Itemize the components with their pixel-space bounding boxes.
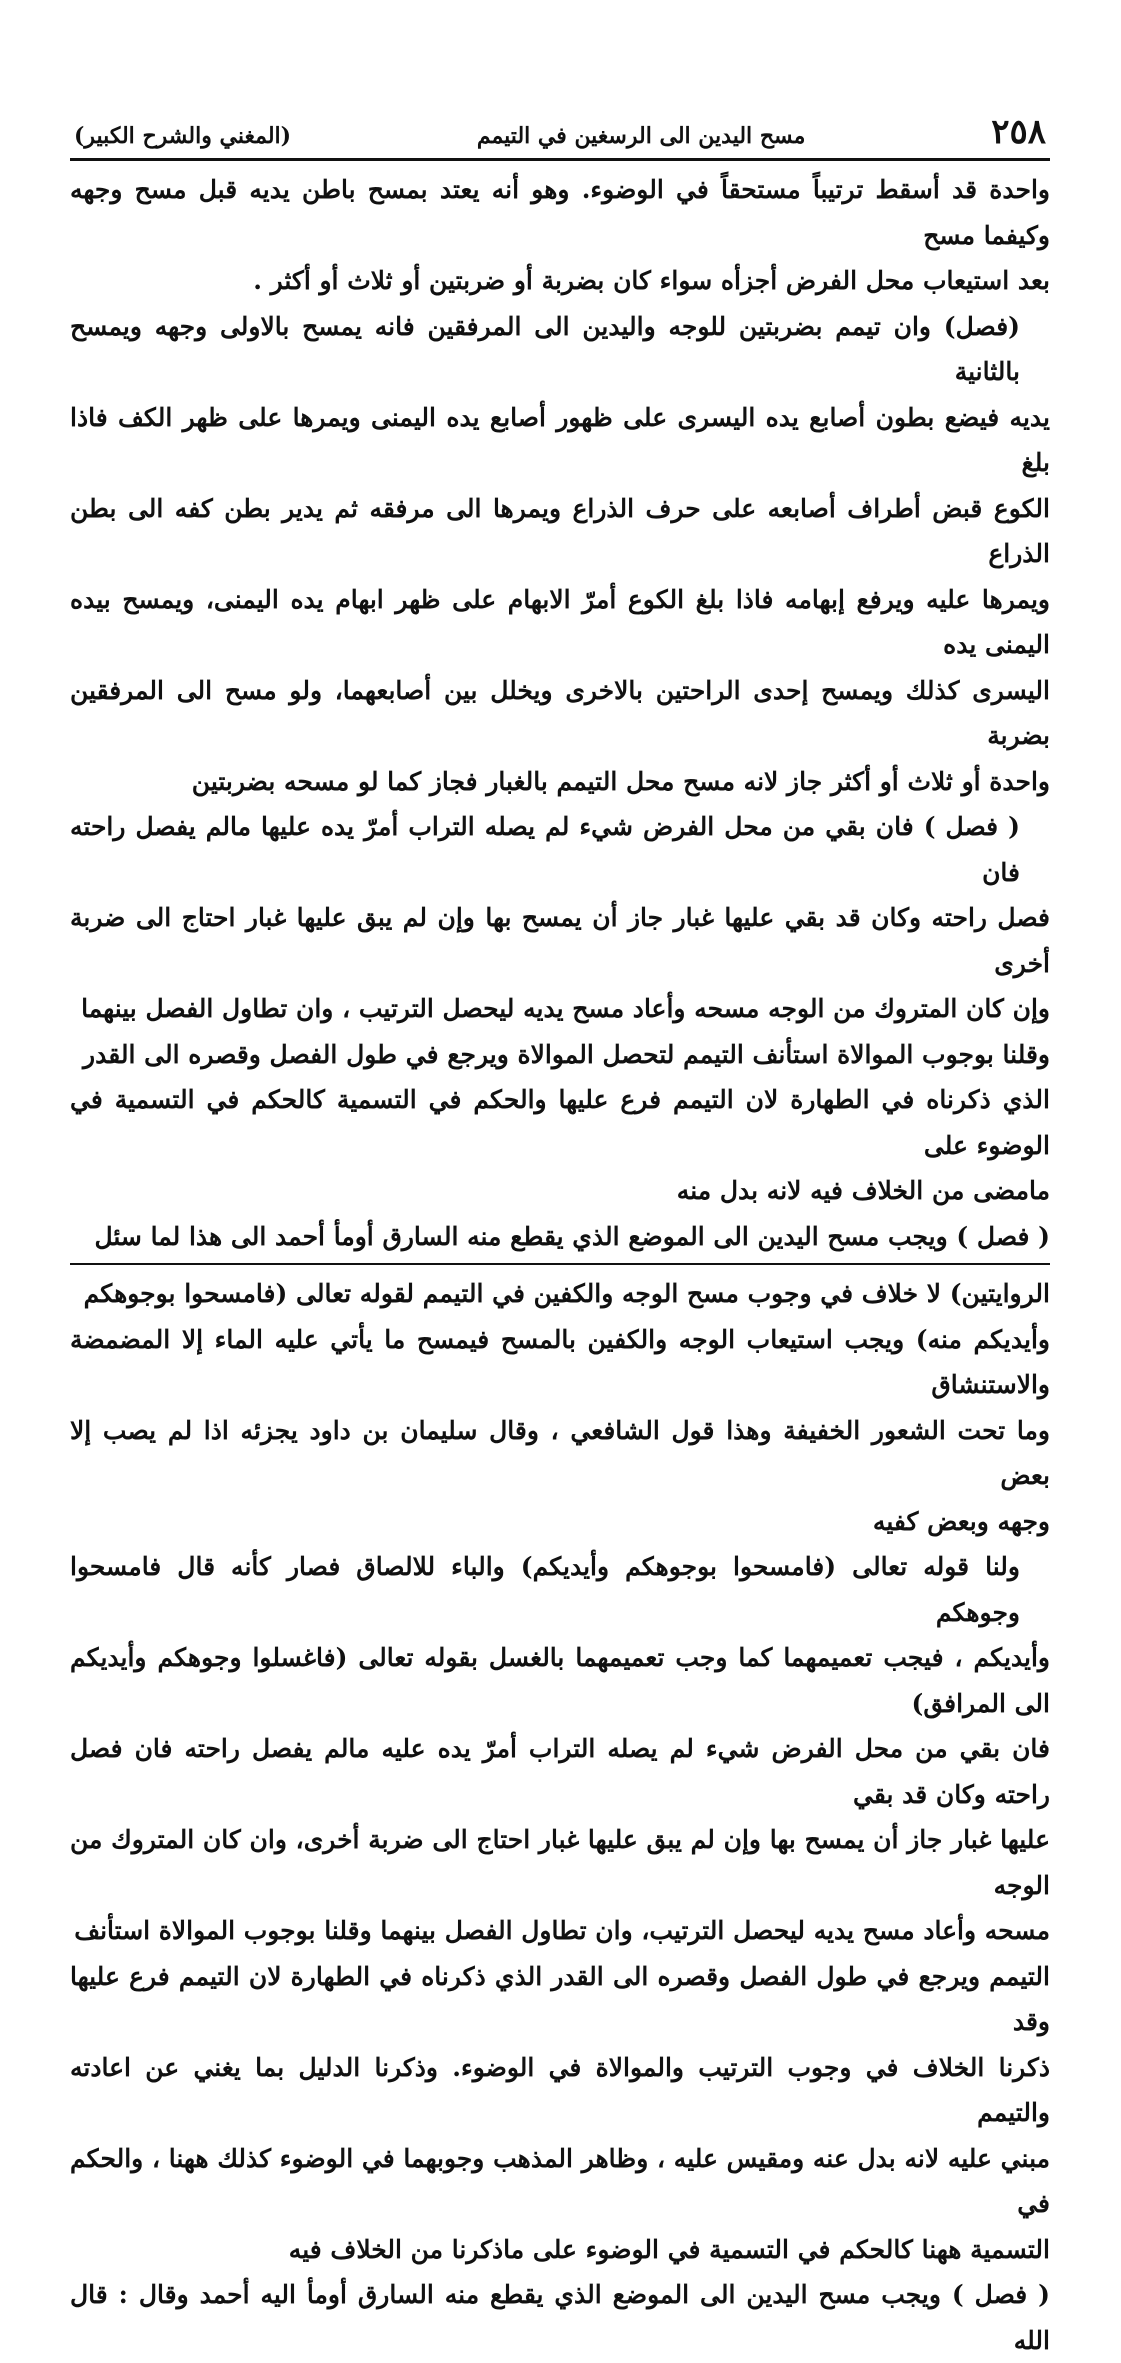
header-rule	[70, 158, 1050, 161]
section-title: مسح اليدين الى الرسغين في التيمم	[476, 123, 806, 149]
text-line: (فصل) وان تيمم بضربتين للوجه واليدين الى المرفقين فانه يمسح بالاولى وجهه ويمسح بالثانية	[70, 311, 1020, 386]
text-line: مامضى من الخلاف فيه لانه بدل منه	[676, 1176, 1050, 1205]
text-line: مبني عليه لانه بدل عنه ومقيس عليه ، وظاهر المذهب وجوبهما في الوضوء كذلك ههنا ، والحكم في	[70, 2143, 1050, 2218]
text-line: ذكرنا الخلاف في وجوب الترتيب والموالاة في الوضوء. وذكرنا الدليل بما يغني عن اعادته والتيمم	[70, 2052, 1050, 2127]
text-line: مسحه وأعاد مسح يديه ليحصل الترتيب، وان تطاول الفصل بينهما وقلنا بوجوب الموالاة استأنف	[74, 1916, 1050, 1945]
text-line: وما تحت الشعور الخفيفة وهذا قول الشافعي ، وقال سليمان بن داود يجزئه اذا لم يصب إلا بعض	[70, 1415, 1050, 1490]
text-line: ( فصل ) ويجب مسح اليدين الى الموضع الذي يقطع منه السارق أومأ اليه أحمد وقال : قال الله	[70, 2280, 1050, 2355]
section-divider	[70, 1263, 1050, 1265]
commentary-section	[70, 167, 1050, 1259]
text-line: وإن كان المتروك من الوجه مسحه وأعاد مسح يديه ليحصل الترتيب ، وان تطاول الفصل بينهما	[81, 994, 1050, 1023]
text-line: وجهه وبعض كفيه	[872, 1506, 1050, 1536]
text-line: الكوع قبض أطراف أصابعه على حرف الذراع ويمرها الى مرفقه ثم يدير بطن كفه الى بطن الذراع	[70, 493, 1050, 568]
text-line: ويمرها عليه ويرفع إبهامه فاذا بلغ الكوع أمرّ الابهام على ظهر ابهام يده اليمنى، ويمسح بيده اليمنى يده	[70, 584, 1050, 659]
text-line: واحدة قد أسقط ترتيباً مستحقاً في الوضوء. وهو أنه يعتد بمسح باطن يديه قبل مسح وجهه وكيفما مسح	[70, 175, 1050, 250]
text-line: التسمية ههنا كالحكم في التسمية في الوضوء على ماذكرنا من الخلاف فيه	[288, 2234, 1050, 2264]
text-line: الذي ذكرناه في الطهارة لان التيمم فرع عليها والحكم في التسمية كالحكم في التسمية في الوضوء على	[70, 1085, 1050, 1160]
text-line: ( فصل ) ويجب مسح اليدين الى الموضع الذي يقطع منه السارق أومأ أحمد الى هذا لما سئل	[94, 1221, 1050, 1251]
text-line: وأيديكم ، فيجب تعميمهما كما وجب تعميمهما بالغسل بقوله تعالى (فاغسلوا وجوهكم وأيديكم الى المرافق)	[70, 1643, 1050, 1718]
page	[70, 112, 1050, 2363]
text-line: فان بقي من محل الفرض شيء لم يصله التراب أمرّ يده عليه مالم يفصل راحته فان فصل راحته وكان قد بقي	[70, 1734, 1050, 1809]
running-header	[70, 112, 1050, 158]
text-line: يديه فيضع بطون أصابع يده اليسرى على ظهور أصابع يده اليمنى ويمرها على ظهر الكف فاذا بلغ	[70, 402, 1050, 477]
text-line: الروايتين) لا خلاف في وجوب مسح الوجه والكفين في التيمم لقوله تعالى (فامسحوا بوجوهكم	[83, 1279, 1050, 1308]
text-line: ( فصل ) فان بقي من محل الفرض شيء لم يصله التراب أمرّ يده عليها مالم يفصل راحته فان	[70, 812, 1020, 887]
text-line: وأيديكم منه) ويجب استيعاب الوجه والكفين بالمسح فيمسح ما يأتي عليه الماء إلا المضمضة والاستنشاق	[70, 1324, 1050, 1399]
text-line: بعد استيعاب محل الفرض أجزأه سواء كان بضربة أو ضربتين أو ثلاث أو أكثر .	[253, 266, 1050, 295]
text-line: اليسرى كذلك ويمسح إحدى الراحتين بالاخرى ويخلل بين أصابعهما، ولو مسح الى المرفقين بضربة	[70, 675, 1050, 750]
book-title: (المغني والشرح الكبير)	[74, 123, 292, 149]
text-line: التيمم ويرجع في طول الفصل وقصره الى القدر الذي ذكرناه في الطهارة لان التيمم فرع عليها وقد	[70, 1961, 1050, 2036]
text-line: واحدة أو ثلاث أو أكثر جاز لانه مسح محل التيمم بالغبار فجاز كما لو مسحه بضربتين	[191, 766, 1050, 796]
text-line: ولنا قوله تعالى (فامسحوا بوجوهكم وأيديكم) والباء للالصاق فصار كأنه قال فامسحوا وجوهكم	[70, 1552, 1020, 1627]
text-line: عليها غبار جاز أن يمسح بها وإن لم يبق عليها غبار احتاج الى ضربة أخرى، وان كان المتروك من الوجه	[70, 1825, 1050, 1900]
text-line: فصل راحته وكان قد بقي عليها غبار جاز أن يمسح بها وإن لم يبق عليها غبار احتاج الى ضربة أخرى	[70, 903, 1050, 978]
main-section	[70, 1271, 1050, 2363]
page-number: ٢٥٨	[991, 112, 1046, 152]
text-line: وقلنا بوجوب الموالاة استأنف التيمم لتحصل الموالاة ويرجع في طول الفصل وقصره الى القدر	[83, 1039, 1050, 1069]
